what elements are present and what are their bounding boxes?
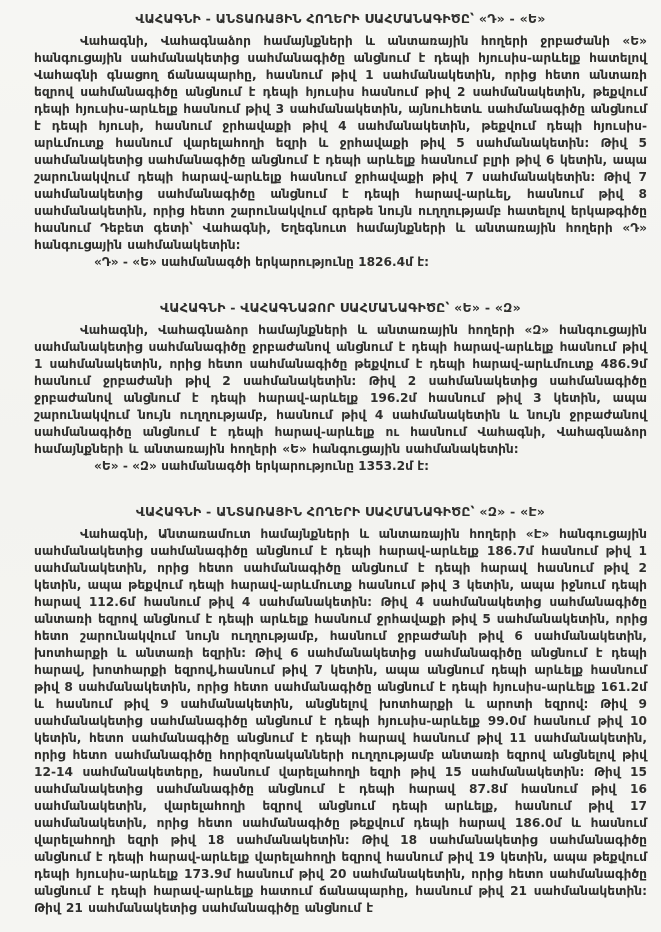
boundary-section-e-z: [34, 297, 647, 475]
section-spacer: [34, 489, 647, 501]
section-spacer: [34, 285, 647, 297]
boundary-length-e-z: «Ե» - «Զ» սահմանագծի երկարությունը 1353.2մ է:: [94, 459, 429, 473]
section-heading-z-eh: ՎԱՀԱԳՆԻ - ԱՆՏԱՌԱՅԻՆ ՀՈՂԵՐԻ ՍԱՀՄԱՆԱԳԻԾԸ՝ «Զ» - «Է»: [135, 504, 546, 519]
boundary-section-z-eh: [34, 501, 647, 917]
section-body-d-e: Վահագնի, Վահագնաձոր համայնքների և անտառային հողերի ջրբաժանի «Ե» հանգուցային սահմանակետից սահմանագիծը անցնում է դեպի հյուսիս-արևելք հատելով Վահագնի գնացող ճանապարհը, հասնում թիվ 1 սահմանակետին, որից հետո անտառի եզրով սահմանագիծը անցնում է դեպի հյուսիս հասնում թիվ 2 սահմանակետին, թեքվում դեպի հյուսիս-արևելք հասնում թիվ 3 սահմանակետին, այնուհետև սահմանագիծը անցնում է դեպի հյուսի, հասնում ջրհավաքի թիվ 4 սահմանակետին, թեքվում դեպի հյուսիս-արևմուտք հասնում վարելահողի եզրի և ջրհավաքի թիվ 5 սահմանակետին: Թիվ 5 սահմանակետից սահմանագիծը անցնում է դեպի արևելք հասնում բլրի թիվ 6 կետին, ապա շարունակվում դեպի հարավ-արևելք հասնում ջրհավաքի թիվ 7 սահմանակետին: Թիվ 7 սահմանակետից սահմանագիծը անցնում է դեպի հարավ-արևել, հասնում թիվ 8 սահմանակետին, որից հետո շարունակվում գրեթե նույն ուղղությամբ հատելով երկաթգիծը հասնում Դեբետ գետի՝ Վահագնի, Եղեգնուտ համայնքների և անտառային հողերի «Դ» հանգուցային սահմանակետին:: [34, 34, 647, 252]
section-body-z-eh: Վահագնի, Անտառամուտ համայնքների և անտառային հողերի «Է» հանգուցային սահմանակետից սահմանագիծը անցնում է դեպի հարավ-արևելք 186.7մ հասնում թիվ 1 սահմանակետին, որից հետո սահմանագիծը անցնում է դեպի հարավ հասնում թիվ 2 կետին, ապա թեքվում դեպի հարավ-արևմուտք հասնում թիվ 3 կետին, ապա իջնում դեպի հարավ 112.6մ հասնում թիվ 4 սահմանակետին: Թիվ 4 սահմանակետից սահմանագիծը անտառի եզրով անցնում է դեպի արևելք հասնում ջրհավաքի թիվ 5 սահմանակետին, որից հետո շարունակվում նույն ուղղությամբ, հասնում ջրբաժանի թիվ 6 սահմանակետին, խոտհարքի և անտառի եզրին: Թիվ 6 սահմանակետից սահմանագիծը անցնում է դեպի հարավ, խոտհարքի եզրով,հասնում թիվ 7 կետին, ապա անցնում դեպի արևելք հասնում թիվ 8 սահմանակետին, որից հետո սահմանագիծը անցնում է դեպի հյուսիս-արևելք 161.2մ և հասնում թիվ 9 սահմանակետին, անցնելով խոտհարքի և արոտի եզրով: Թիվ 9 սահմանակետից սահմանագիծը անցնում է դեպի հյուսիս-արևելք 99.0մ հասնում թիվ 10 կետին, հետո սահմանագիծը անցնում է դեպի հարավ հասնում թիվ 11 սահմանակետին, որից հետո սահմանագիծը հորիզոնականների ուղղությամբ անտառի եզրով անցնելով թիվ 12-14 սահմանակետերը, հասնում վարելահողի եզրի թիվ 15 սահմանակետին: Թիվ 15 սահմանակետից սահմանագիծը անցնում է դեպի հարավ 87.8մ հասնում թիվ 16 սահմանակետին, վարելահողի եզրով անցնում դեպի արևելք, հասնում թիվ 17 սահմանակետին, որից հետո սահմանագիծը թեքվում դեպի հարավ 186.0մ և հասնում վարելահողի եզրի թիվ 18 սահմանակետին: Թիվ 18 սահմանակետից սահմանագիծը անցնում է դեպի հարավ-արևելք վարելահողի եզրով հասնում թիվ 19 կետին, ապա թեքվում դեպի հյուսիս-արևելք 173.9մ հասնում թիվ 20 սահմանակետին, որից հետո սահմանագիծը անցնում է դեպի հարավ-արևելք հատում ճանապարհը, հասնում թիվ 21 սահմանակետին: Թիվ 21 սահմանակետից սահմանագիծը անցնում է: [34, 527, 647, 915]
section-body-e-z: Վահագնի, Վահագնաձոր համայնքների և անտառային հողերի «Զ» հանգուցային սահմանակետից սահմանագիծը ջրբաժանով անցնում է դեպի հարավ-արևելք հասնում թիվ 1 սահմանակետին, որից հետո սահմանագիծը թեքվում է դեպի հարավ-արևմուտք 486.9մ հասնում ջրբաժանի թիվ 2 սահմանակետին: Թիվ 2 սահմանակետից սահմանագիծը ջրբաժանով անցնում է դեպի հարավ-արևելք 196.2մ հասնում թիվ 3 կետին, ապա շարունակվում նույն ուղղությամբ, հասնում թիվ 4 սահմանակետին և նույն ջրբաժանով սահմանագիծը անցնում է դեպի հարավ-արևելք ու հասնում Վահագնի, Վահագնաձոր համայնքների և անտառային հողերի «Ե» հանգուցային սահմանակետին:: [34, 323, 647, 456]
boundary-length-d-e: «Դ» - «Ե» սահմանագծի երկարությունը 1826.4մ է:: [94, 255, 429, 269]
section-heading-d-e: ՎԱՀԱԳՆԻ - ԱՆՏԱՌԱՅԻՆ ՀՈՂԵՐԻ ՍԱՀՄԱՆԱԳԻԾԸ՝ «Դ» - «Ե»: [135, 11, 546, 26]
section-heading-e-z: ՎԱՀԱԳՆԻ - ՎԱՀԱԳՆԱՁՈՐ ՍԱՀՄԱՆԱԳԻԾԸ՝ «Ե» - «Զ»: [160, 300, 521, 315]
boundary-section-d-e: [34, 8, 647, 271]
